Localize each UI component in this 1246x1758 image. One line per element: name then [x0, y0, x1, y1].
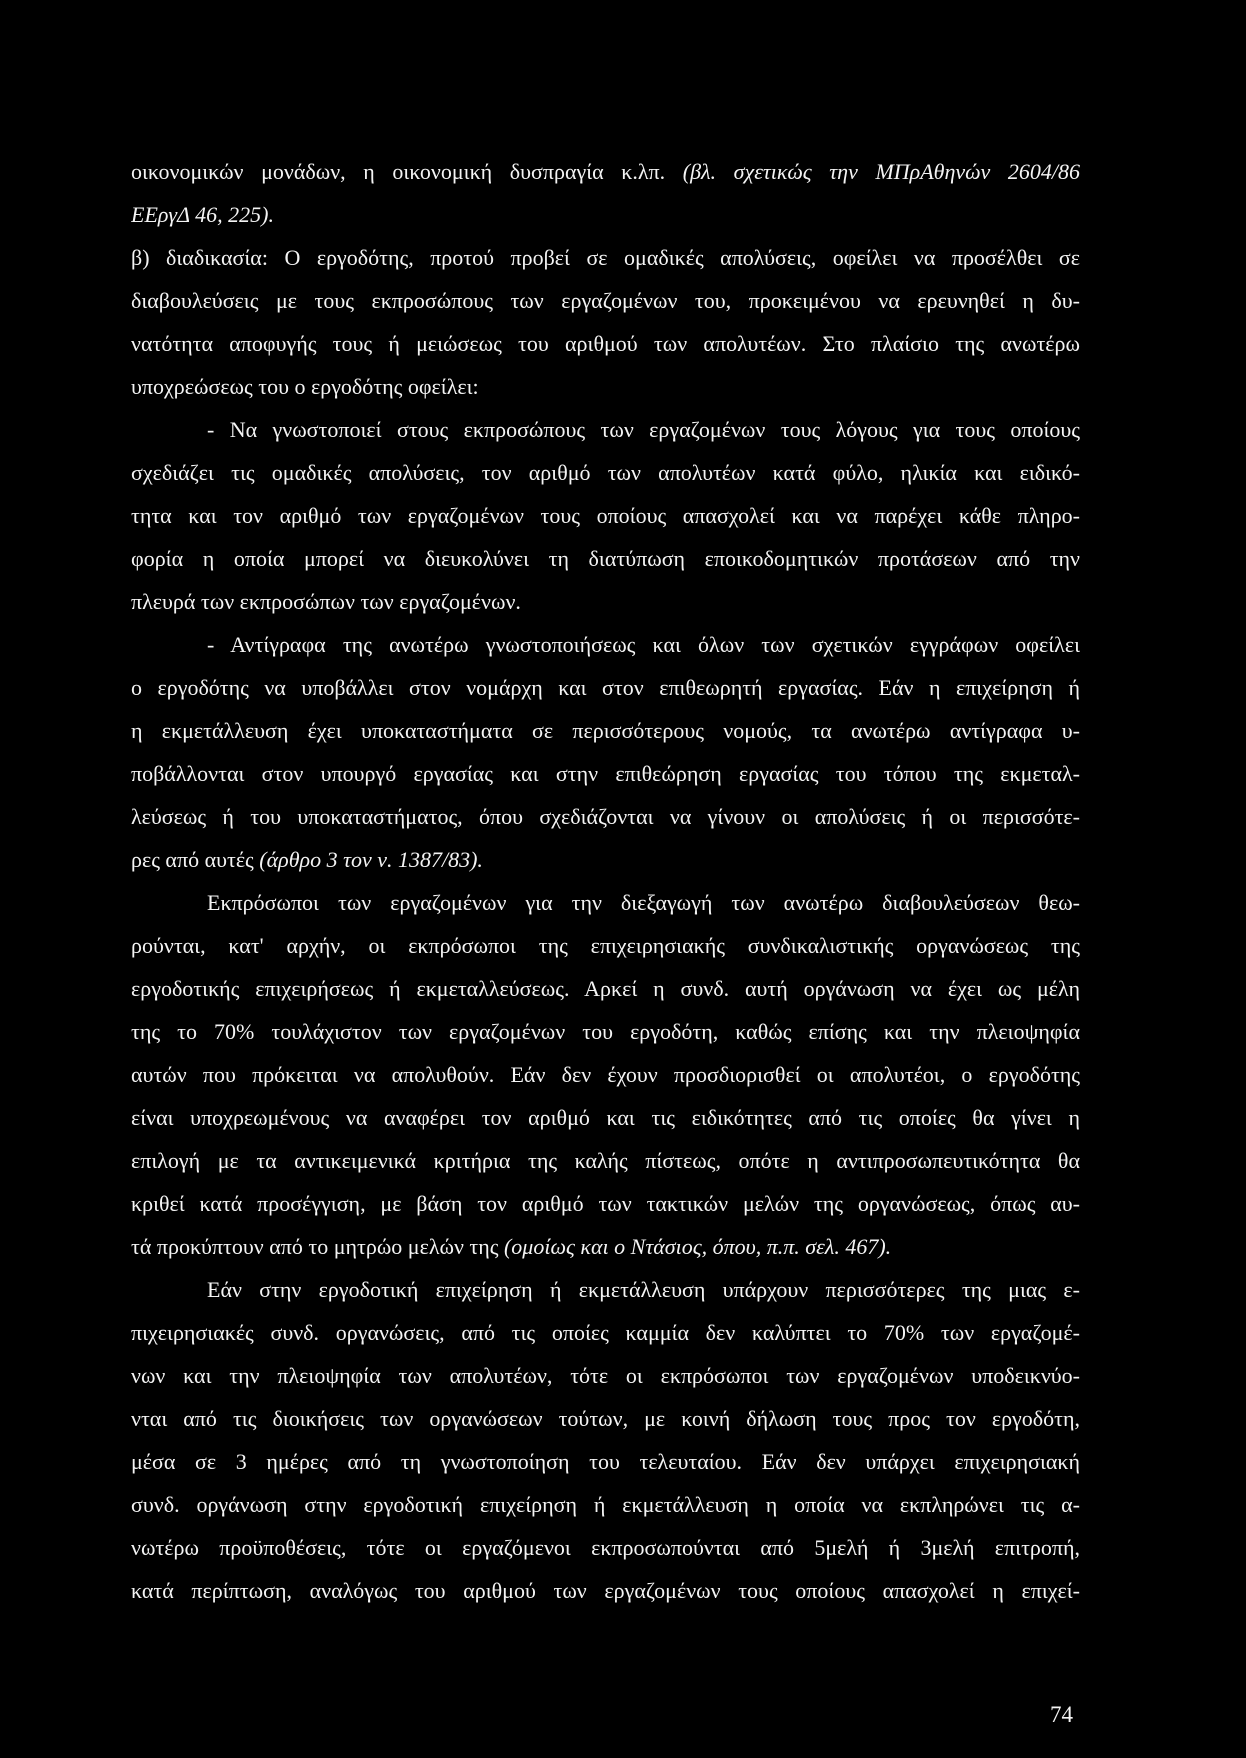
text-line [131, 1440, 1080, 1483]
text-line [131, 924, 1080, 967]
line-text: αυτών που πρόκειται να απολυθούν. Εάν δεν έχουν προσδιορισθεί οι απολυτέοι, ο εργοδότης [131, 1062, 1080, 1087]
citation-italic: (άρθρο 3 τον ν. 1387/83). [259, 847, 483, 872]
citation-italic: ΕΕργΔ 46, 225). [131, 202, 274, 227]
line-text: ρούνται, κατ' αρχήν, οι εκπρόσωποι της επιχειρησιακής συνδικαλιστικής οργανώσεως της [131, 933, 1080, 958]
line-text: ποβάλλονται στον υπουργό εργασίας και στην επιθεώρηση εργασίας του τόπου της εκμεταλ- [131, 761, 1080, 786]
paragraph [131, 623, 1080, 881]
line-text: υποχρεώσεως του ο εργοδότης οφείλει: [131, 374, 479, 399]
paragraph [131, 1268, 1080, 1612]
text-line [131, 838, 1080, 881]
line-text: πιχειρησιακές συνδ. οργανώσεις, από τις οποίες καμμία δεν καλύπτει το 70% των εργαζομέ- [131, 1320, 1080, 1345]
text-line [207, 408, 1080, 451]
body-text [131, 150, 1080, 1612]
paragraph [131, 408, 1080, 623]
text-line [131, 1139, 1080, 1182]
line-text: η εκμετάλλευση έχει υποκαταστήματα σε περισσότερους νομούς, τα ανωτέρω αντίγραφα υ- [131, 718, 1080, 743]
text-line [131, 1053, 1080, 1096]
text-line [131, 1397, 1080, 1440]
line-text: φορία η οποία μπορεί να διευκολύνει τη διατύπωση εποικοδομητικών προτάσεων από την [131, 546, 1080, 571]
text-line [207, 1268, 1080, 1311]
text-line [131, 1010, 1080, 1053]
line-text: είναι υποχρεωμένους να αναφέρει τον αριθμό και τις ειδικότητες από τις οποίες θα γίνει η [131, 1105, 1080, 1130]
line-text: νται από τις διοικήσεις των οργανώσεων τούτων, με κοινή δήλωση τους προς τον εργοδότη, [131, 1406, 1080, 1431]
line-text: επιλογή με τα αντικειμενικά κριτήρια της καλής πίστεως, οπότε η αντιπροσωπευτικότητα θα [131, 1148, 1080, 1173]
text-line [131, 1096, 1080, 1139]
line-text: ο εργοδότης να υποβάλλει στον νομάρχη και στον επιθεωρητή εργασίας. Εάν η επιχείρηση ή [131, 675, 1080, 700]
text-line [131, 236, 1080, 279]
line-text: συνδ. οργάνωση στην εργοδοτική επιχείρηση ή εκμετάλλευση η οποία να εκπληρώνει τις α- [131, 1492, 1080, 1517]
line-text: διαβουλεύσεις με τους εκπροσώπους των εργαζομένων του, προκειμένου να ερευνηθεί η δυ- [131, 288, 1080, 313]
line-text: σχεδιάζει τις ομαδικές απολύσεις, τον αριθμό των απολυτέων κατά φύλο, ηλικία και ειδικό- [131, 460, 1080, 485]
line-text: ρες από αυτές [131, 847, 254, 872]
text-line [131, 795, 1080, 838]
line-text: τητα και τον αριθμό των εργαζομένων τους οποίους απασχολεί και να παρέχει κάθε πληρο- [131, 503, 1080, 528]
line-text: πλευρά των εκπροσώπων των εργαζομένων. [131, 589, 521, 614]
text-line [131, 279, 1080, 322]
line-text: λεύσεως ή του υποκαταστήματος, όπου σχεδιάζονται να γίνουν οι απολύσεις ή οι περισσότε- [131, 804, 1080, 829]
line-text: εργοδοτικής επιχειρήσεως ή εκμεταλλεύσεως. Αρκεί η συνδ. αυτή οργάνωση να έχει ως μέλη [131, 976, 1080, 1001]
text-line [131, 580, 1080, 623]
text-line [131, 752, 1080, 795]
text-line [131, 967, 1080, 1010]
line-text: Εκπρόσωποι των εργαζομένων για την διεξαγωγή των ανωτέρω διαβουλεύσεων θεω- [207, 890, 1080, 915]
line-text: μέσα σε 3 ημέρες από τη γνωστοποίηση του τελευταίου. Εάν δεν υπάρχει επιχειρησιακή [131, 1449, 1080, 1474]
text-line [131, 1569, 1080, 1612]
text-line [131, 1354, 1080, 1397]
text-line [131, 1182, 1080, 1225]
text-line [131, 150, 1080, 193]
line-text: της το 70% τουλάχιστον των εργαζομένων του εργοδότη, καθώς επίσης και την πλειοψηφία [131, 1019, 1080, 1044]
line-text: β) διαδικασία: Ο εργοδότης, προτού προβεί σε ομαδικές απολύσεις, οφείλει να προσέλθει σε [131, 245, 1080, 270]
text-line [131, 709, 1080, 752]
text-line [131, 451, 1080, 494]
line-text: - Να γνωστοποιεί στους εκπροσώπους των εργαζομένων τους λόγους για τους οποίους [207, 417, 1080, 442]
text-line [131, 193, 1080, 236]
line-text: νωτέρω προϋποθέσεις, τότε οι εργαζόμενοι εκπροσωπούνται από 5μελή ή 3μελή επιτροπή, [131, 1535, 1080, 1560]
line-text: οικονομικών μονάδων, η οικονομική δυσπραγία κ.λπ. [131, 159, 666, 184]
page-number: 74 [1050, 1702, 1073, 1727]
text-line [131, 1526, 1080, 1569]
text-line [207, 881, 1080, 924]
citation-italic: (ομοίως και ο Ντάσιος, όπου, π.π. σελ. 467). [503, 1234, 892, 1259]
text-line [131, 322, 1080, 365]
line-text: - Αντίγραφα της ανωτέρω γνωστοποιήσεως και όλων των σχετικών εγγράφων οφείλει [207, 632, 1080, 657]
paragraph [131, 236, 1080, 408]
text-line [131, 365, 1080, 408]
line-text: Εάν στην εργοδοτική επιχείρηση ή εκμετάλλευση υπάρχουν περισσότερες της μιας ε- [207, 1277, 1080, 1302]
line-text: νατότητα αποφυγής τους ή μειώσεως του αριθμού των απολυτέων. Στο πλαίσιο της ανωτέρω [131, 331, 1080, 356]
text-line [131, 1311, 1080, 1354]
paragraph [131, 150, 1080, 236]
paragraph [131, 881, 1080, 1268]
line-text: κριθεί κατά προσέγγιση, με βάση τον αριθμό των τακτικών μελών της οργανώσεως, όπως αυ- [131, 1191, 1080, 1216]
text-line [131, 537, 1080, 580]
line-text: κατά περίπτωση, αναλόγως του αριθμού των εργαζομένων τους οποίους απασχολεί η επιχεί- [131, 1578, 1080, 1603]
text-line [207, 623, 1080, 666]
citation-italic: (βλ. σχετικώς την ΜΠρΑθηνών 2604/86 [682, 159, 1080, 184]
text-line [131, 666, 1080, 709]
text-line [131, 1225, 1080, 1268]
text-line [131, 1483, 1080, 1526]
line-text: τά προκύπτουν από το μητρώο μελών της [131, 1234, 499, 1259]
line-text: νων και την πλειοψηφία των απολυτέων, τότε οι εκπρόσωποι των εργαζομένων υποδεικνύο- [131, 1363, 1080, 1388]
text-line [131, 494, 1080, 537]
